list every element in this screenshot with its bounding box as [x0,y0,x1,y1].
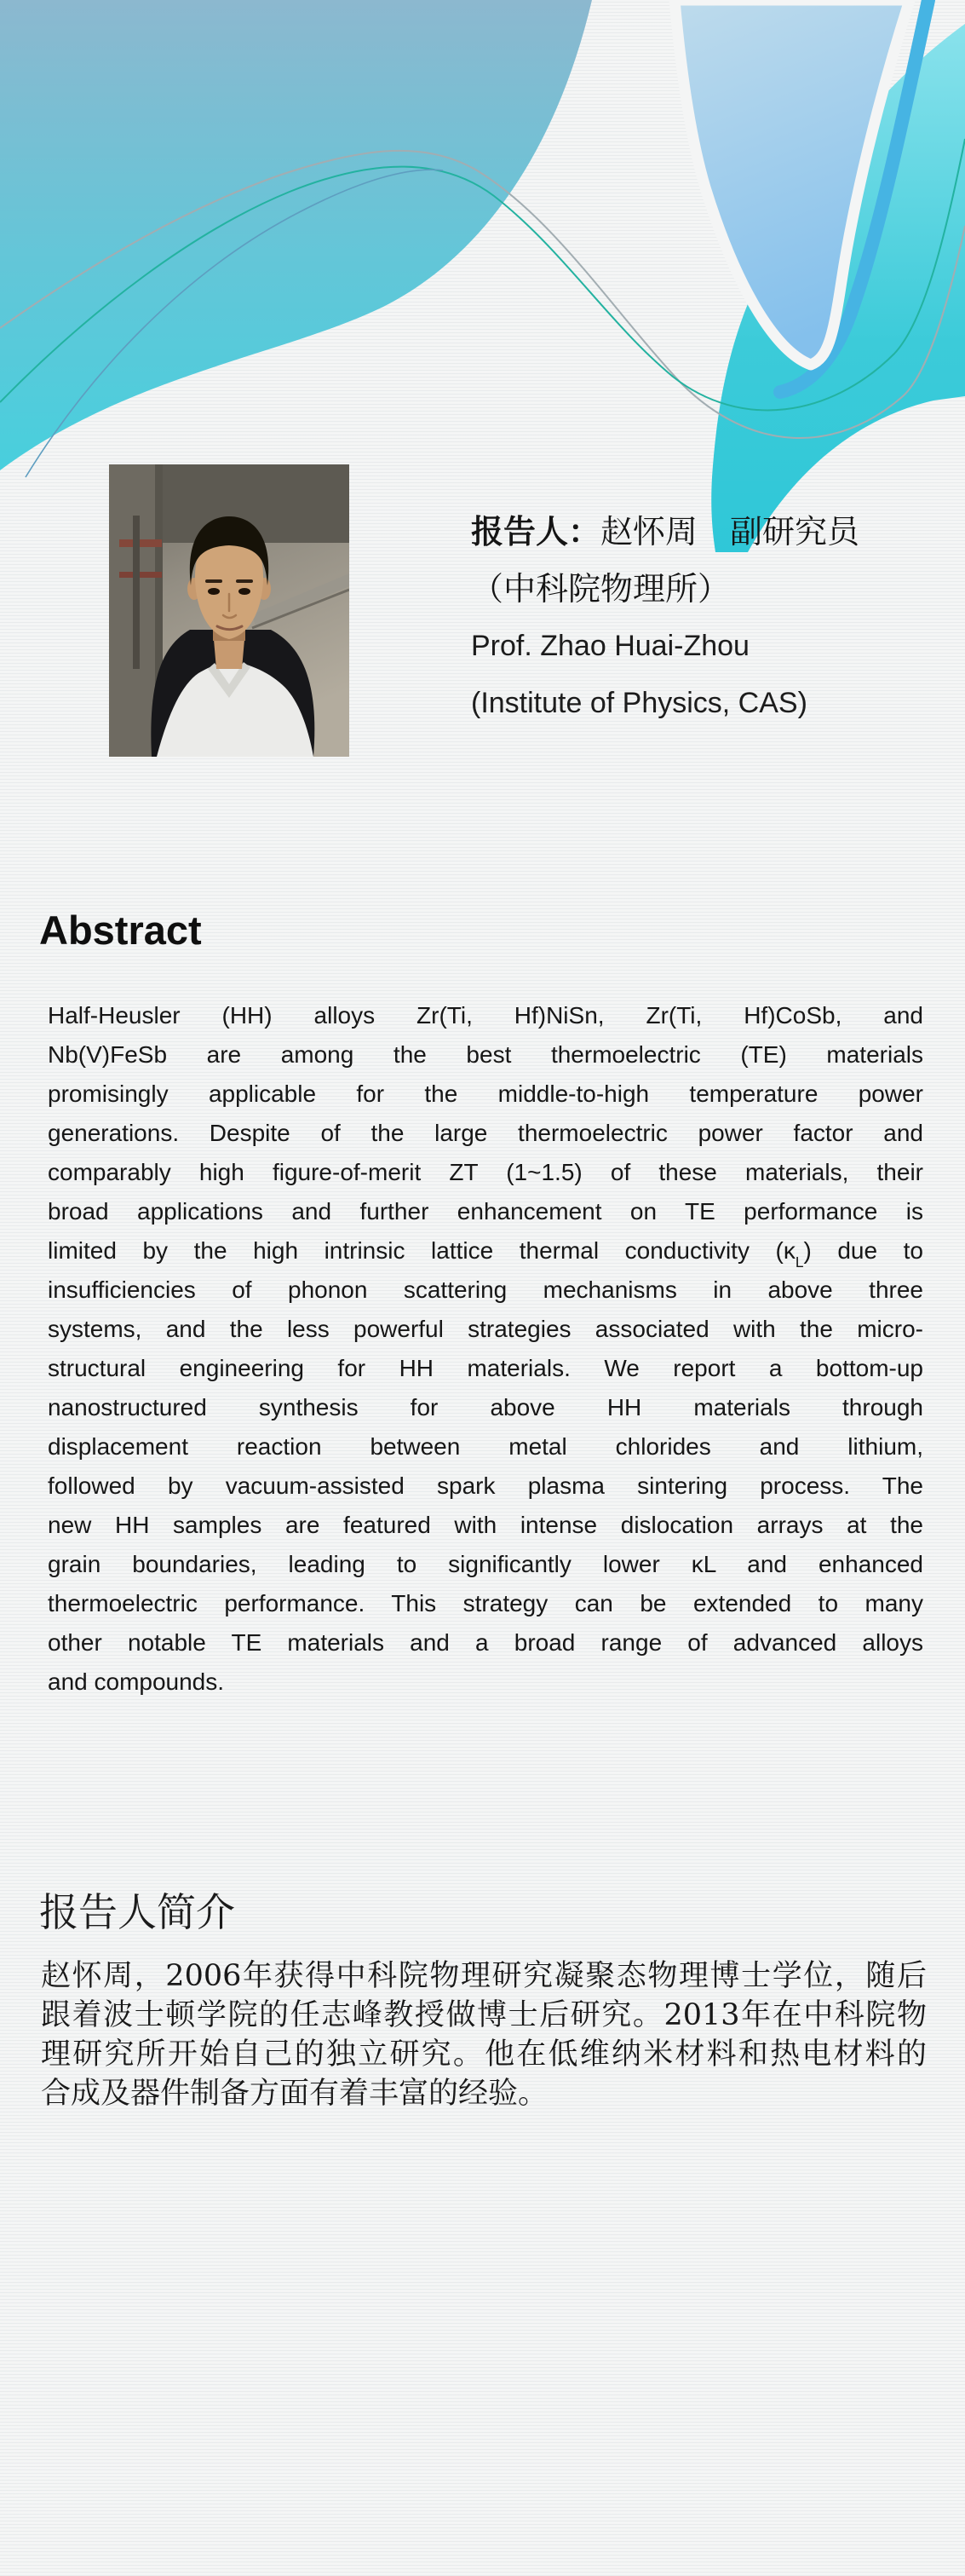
bio-paragraph [41,1956,927,2113]
abstract-line-kappa-pre: limited by the high intrinsic lattice thermal conductivity (κ [48,1237,796,1264]
wave-left-blue [0,0,592,470]
photo-window-bar [133,516,140,669]
speaker-affiliation-en: (Institute of Physics, CAS) [471,687,807,719]
abstract-line: structural engineering for HH materials. We report a bottom-up [48,1355,923,1381]
photo-brow-right [236,579,253,583]
kappa-subscript: L [795,1253,804,1271]
portrait-illustration [109,464,349,757]
abstract-line: thermoelectric performance. This strategy can be extended to many [48,1590,923,1616]
abstract-line: generations. Despite of the large thermoelectric power factor and [48,1120,923,1146]
bio-heading: 报告人简介 [39,1889,235,1935]
abstract-line: new HH samples are featured with intense dislocation arrays at the [48,1512,923,1538]
bio-line: 合成及器件制备方面有着丰富的经验。 [41,2077,549,2111]
bio-line: 赵怀周，2006年获得中科院物理研究凝聚态物理博士学位，随后 [41,1959,927,1993]
bio-line: 理研究所开始自己的独立研究。他在低维纳米材料和热电材料的 [41,2037,927,2072]
abstract-line: Half-Heusler (HH) alloys Zr(Ti, Hf)NiSn, Zr(Ti, Hf)CoSb, and [48,1002,923,1029]
bio-line: 跟着波士顿学院的任志峰教授做博士后研究。2013年在中科院物 [41,1998,927,2032]
abstract-paragraph [48,996,923,1702]
abstract-line: nanostructured synthesis for above HH materials through [48,1394,923,1421]
speaker-affiliation-cn: （中科院物理所） [471,570,731,608]
abstract-line: and compounds. [48,1668,225,1695]
speaker-photo [109,464,349,757]
speaker-info-block [471,508,880,736]
abstract-line-kappa-post: ) due to [803,1237,923,1264]
abstract-line-kappa [48,1231,923,1271]
photo-red-bracket-1 [119,539,162,547]
abstract-line: Nb(V)FeSb are among the best thermoelectric (TE) materials [48,1041,923,1068]
abstract-line: promisingly applicable for the middle-to-high temperature power [48,1081,923,1107]
abstract-line: broad applications and further enhancement on TE performance is [48,1198,923,1225]
photo-brow-left [205,579,222,583]
speaker-label: 报告人： [471,513,601,550]
speaker-name-line-cn [471,508,880,565]
abstract-heading: Abstract [39,908,202,953]
speaker-name-en: Prof. Zhao Huai-Zhou [471,630,750,662]
abstract-line: comparably high figure-of-merit ZT (1~1.5) of these materials, their [48,1159,923,1185]
abstract-line: grain boundaries, leading to significantly lower κL and enhanced [48,1551,923,1577]
abstract-line: systems, and the less powerful strategies associated with the micro- [48,1316,923,1342]
abstract-line: followed by vacuum-assisted spark plasma sintering process. The [48,1472,923,1499]
abstract-line: other notable TE materials and a broad range of advanced alloys [48,1629,923,1656]
speaker-name-cn: 赵怀周 副研究员 [600,513,860,550]
photo-eye-left [208,588,220,595]
photo-eye-right [238,588,250,595]
abstract-line: displacement reaction between metal chlorides and lithium, [48,1433,923,1460]
abstract-line: insufficiencies of phonon scattering mechanisms in above three [48,1276,923,1303]
photo-red-bracket-2 [119,572,162,578]
